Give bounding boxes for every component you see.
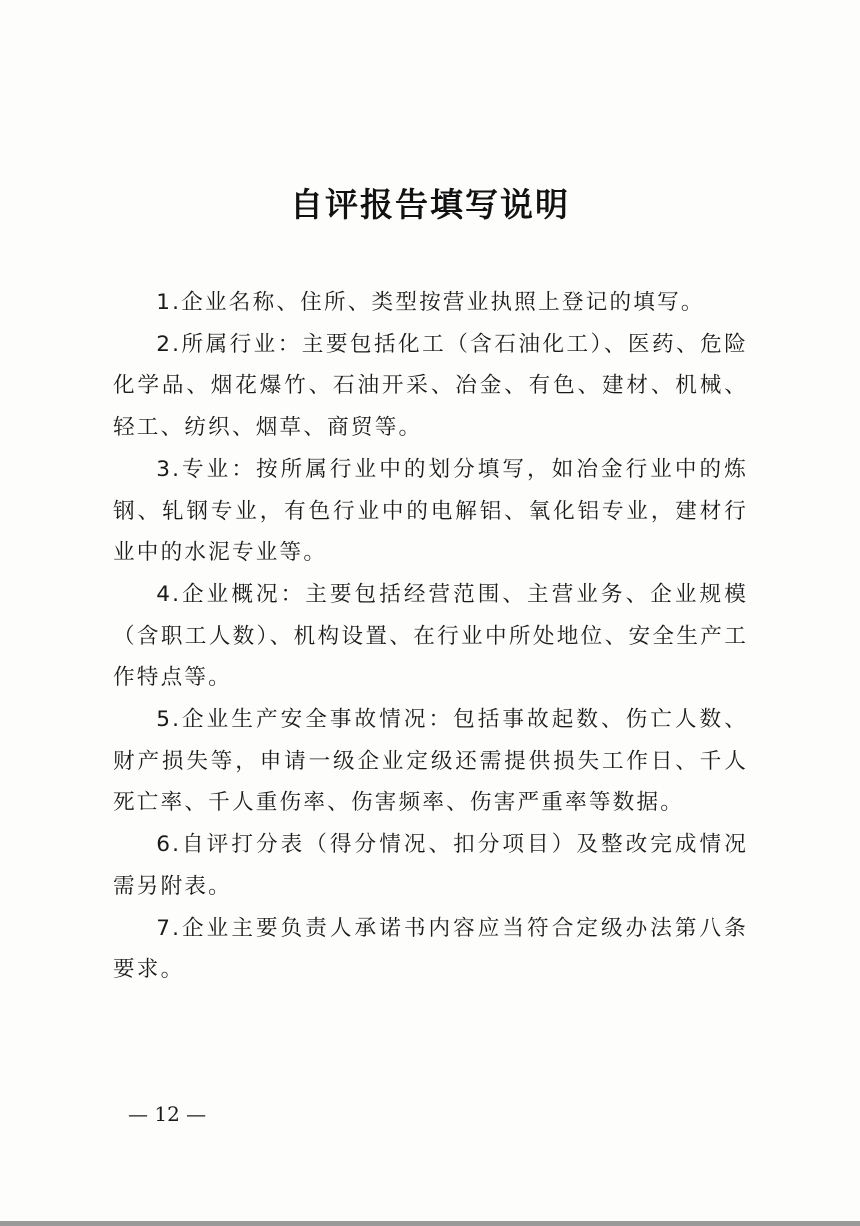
- paragraph-7: 7.企业主要负责人承诺书内容应当符合定级办法第八条要求。: [113, 915, 748, 983]
- document-title: 自评报告填写说明: [290, 185, 570, 224]
- paragraph-5: 5.企业生产安全事故情况：包括事故起数、伤亡人数、财产损失等，申请一级企业定级还需提供损失工作日、千人死亡率、千人重伤率、伤害频率、伤害严重率等数据。: [113, 707, 748, 816]
- page-number: — 12 —: [128, 1102, 207, 1126]
- paragraph-2: 2.所属行业：主要包括化工（含石油化工）、医药、危险化学品、烟花爆竹、石油开采、冶金、有色、建材、机械、轻工、纺织、烟草、商贸等。: [113, 331, 748, 441]
- document-body: [113, 282, 748, 991]
- paragraph-3: 3.专业：按所属行业中的划分填写，如冶金行业中的炼钢、轧钢专业，有色行业中的电解铝、氧化铝专业，建材行业中的水泥专业等。: [113, 456, 748, 566]
- paragraph-4: 4.企业概况：主要包括经营范围、主营业务、企业规模（含职工人数）、机构设置、在行业中所处地位、安全生产工作特点等。: [113, 581, 748, 691]
- paragraph-6: 6.自评打分表（得分情况、扣分项目）及整改完成情况需另附表。: [113, 832, 748, 899]
- scan-bottom-edge: [0, 1221, 860, 1226]
- paragraph-1: 1.企业名称、住所、类型按营业执照上登记的填写。: [156, 290, 705, 315]
